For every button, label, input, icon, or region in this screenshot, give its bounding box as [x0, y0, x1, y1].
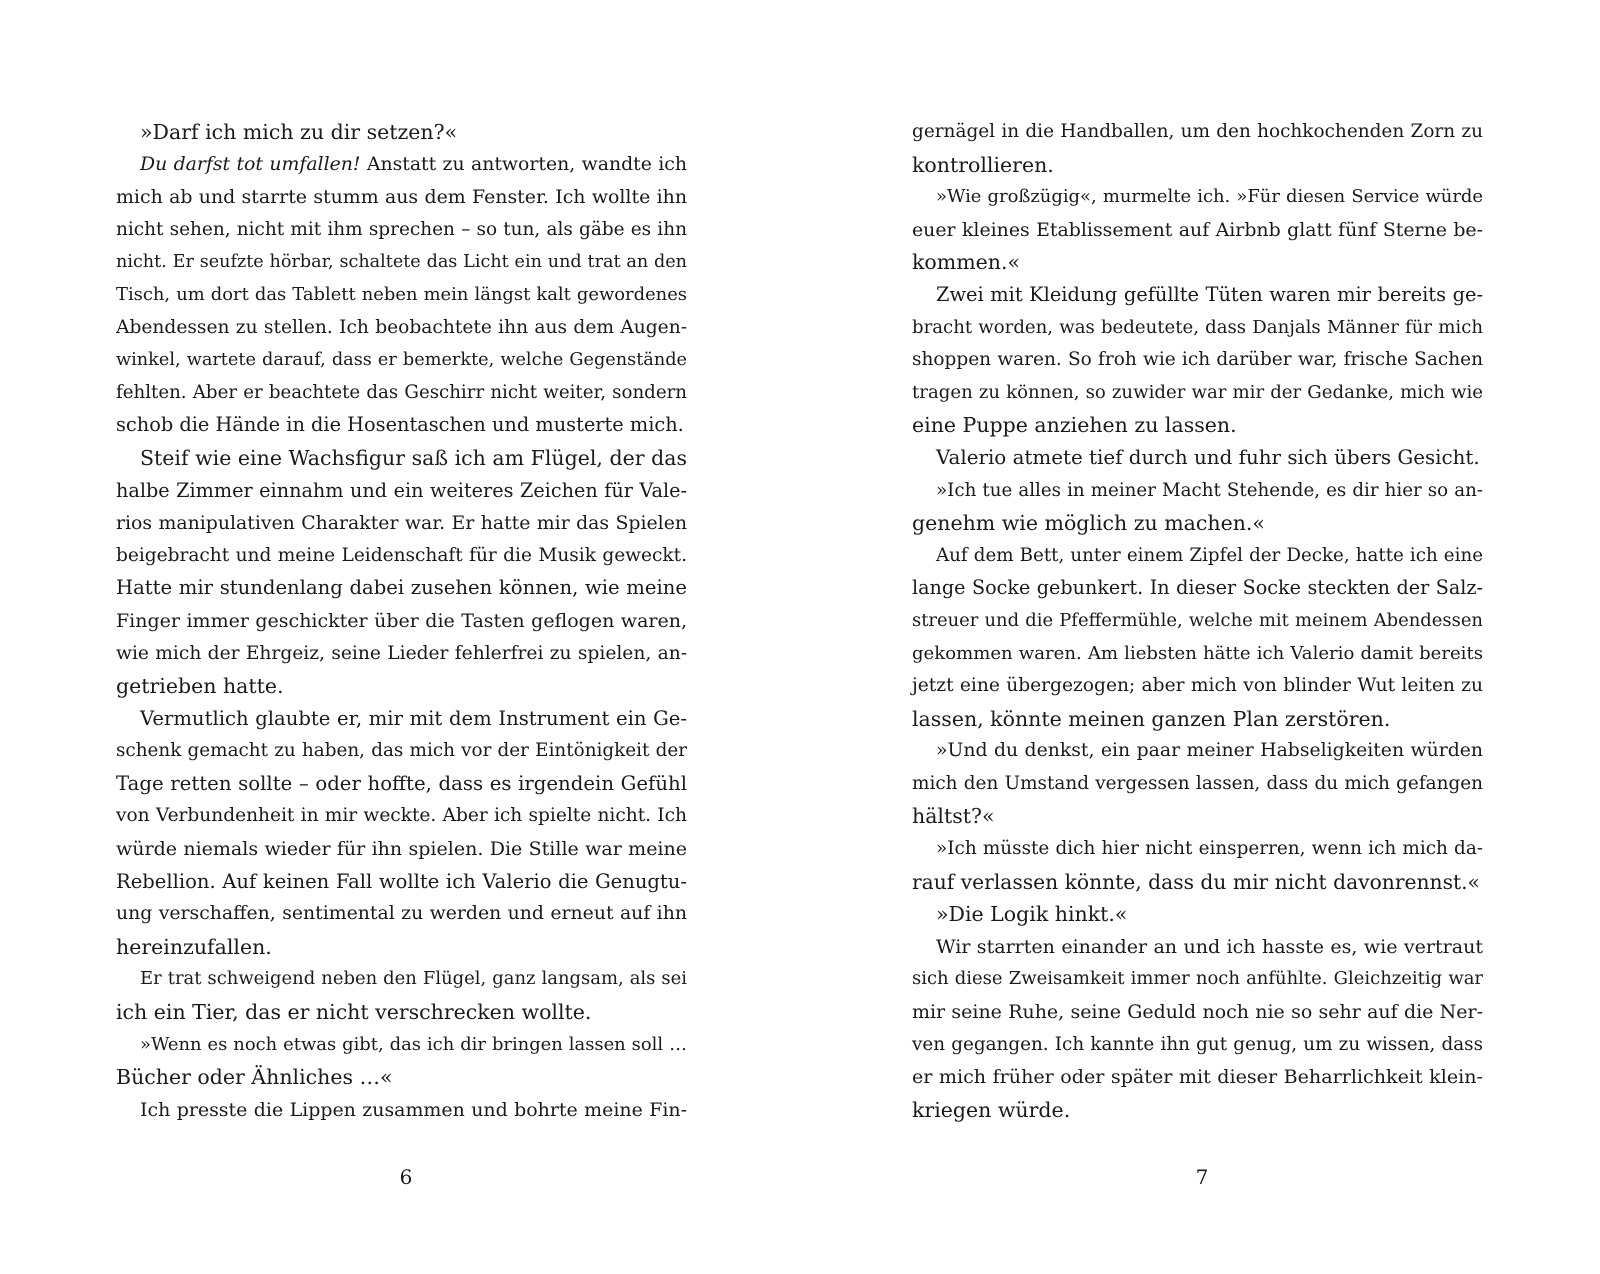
text-line: Tisch, um dort das Tablett neben mein längst kalt gewordenes	[116, 283, 687, 305]
text-line: lassen, könnte meinen ganzen Plan zerstören.	[912, 706, 1391, 731]
text-line: genehm wie möglich zu machen.«	[912, 511, 1265, 536]
right-page-text	[912, 116, 1483, 1126]
text-line: fehlten. Aber er beachtete das Geschirr nicht weiter, sondern	[116, 381, 687, 403]
text-line: ung verschaffen, sentimental zu werden und erneut auf ihn	[116, 903, 687, 925]
text-line: Valerio atmete tief durch und fuhr sich übers Gesicht.	[936, 445, 1480, 469]
text-line: euer kleines Etablissement auf Airbnb glatt fünf Sterne be-	[912, 218, 1483, 241]
text-line: schob die Hände in die Hosentaschen und musterte mich.	[116, 413, 684, 437]
text-line: sich diese Zweisamkeit immer noch anfühlte. Gleichzeitig war	[912, 968, 1483, 990]
text-line: streuer und die Pfeffermühle, welche mit meinem Abendessen	[912, 609, 1483, 631]
right-page-number: 7	[1195, 1165, 1209, 1189]
text-line: kriegen würde.	[912, 1097, 1071, 1122]
left-page-number: 6	[399, 1165, 413, 1189]
text-line: eine Puppe anziehen zu lassen.	[912, 413, 1237, 438]
text-line: kommen.«	[912, 250, 1021, 275]
text-line	[116, 149, 687, 182]
text-line: nicht sehen, nicht mit ihm sprechen – so tun, als gäbe es ihn	[116, 218, 687, 240]
text-line: Finger immer geschickter über die Tasten geflogen waren,	[116, 609, 687, 632]
text-line: halbe Zimmer einnahm und ein weiteres Zeichen für Vale-	[116, 478, 687, 502]
text-line: Bücher oder Ähnliches …«	[116, 1065, 393, 1090]
text-line: getrieben hatte.	[116, 674, 284, 699]
text-line: mich den Umstand vergessen lassen, dass du mich gefangen	[912, 772, 1483, 794]
text-line: kontrollieren.	[912, 152, 1054, 177]
text-line: wie mich der Ehrgeiz, seine Lieder fehlerfrei zu spielen, an-	[116, 642, 687, 664]
text-line: er mich früher oder später mit dieser Beharrlichkeit klein-	[912, 1065, 1483, 1089]
text-line: lange Socke gebunkert. In dieser Socke steckten der Salz-	[912, 576, 1483, 600]
text-line: shoppen waren. So froh wie ich darüber war, frische Sachen	[912, 349, 1483, 371]
text-line: Tage retten sollte – oder hoffte, dass es irgendein Gefühl	[116, 771, 687, 795]
text-line: »Wie großzügig«, murmelte ich. »Für diesen Service würde	[936, 186, 1483, 208]
text-line: beigebracht und meine Leidenschaft für die Musik geweckt.	[116, 544, 687, 566]
text-line: Vermutlich glaubte er, mir mit dem Instrument ein Ge-	[140, 706, 687, 730]
text-line: ven gegangen. Ich kannte ihn gut genug, um zu wissen, dass	[912, 1033, 1483, 1055]
text-line: winkel, wartete darauf, dass er bemerkte, welche Gegenstände	[116, 350, 687, 371]
text-line: rios manipulativen Charakter war. Er hatte mir das Spielen	[116, 512, 687, 535]
text-line: Steif wie eine Wachsfigur saß ich am Flügel, der das	[140, 445, 687, 470]
line-text: Anstatt zu antworten, wandte ich	[360, 153, 687, 175]
text-line: ich ein Tier, das er nicht verschrecken wollte.	[116, 1000, 592, 1025]
text-line: von Verbundenheit in mir weckte. Aber ich spielte nicht. Ich	[116, 805, 687, 827]
text-line: rauf verlassen könnte, dass du mir nicht davonrennst.«	[912, 869, 1480, 894]
text-line: Rebellion. Auf keinen Fall wollte ich Valerio die Genugtu-	[116, 869, 687, 893]
text-line: tragen zu können, so zuwider war mir der Gedanke, mich wie	[912, 381, 1483, 403]
text-line: »Ich tue alles in meiner Macht Stehende, es dir hier so an-	[936, 479, 1483, 501]
text-line: jetzt eine übergezogen; aber mich von blinder Wut leiten zu	[912, 675, 1483, 697]
text-line: Zwei mit Kleidung gefüllte Tüten waren mir bereits ge-	[936, 282, 1483, 306]
text-line: Er trat schweigend neben den Flügel, ganz langsam, als sei	[140, 968, 687, 990]
text-line: gekommen waren. Am liebsten hätte ich Valerio damit bereits	[912, 642, 1483, 664]
text-line: Auf dem Bett, unter einem Zipfel der Decke, hatte ich eine	[936, 544, 1483, 566]
text-line: mir seine Ruhe, seine Geduld noch nie so sehr auf die Ner-	[912, 1001, 1483, 1024]
text-line: Wir starrten einander an und ich hasste es, wie vertraut	[936, 935, 1483, 958]
text-line: »Ich müsste dich hier nicht einsperren, wenn ich mich da-	[936, 838, 1483, 860]
text-line: Abendessen zu stellen. Ich beobachtete ihn aus dem Augen-	[116, 316, 687, 338]
text-line: würde niemals wieder für ihn spielen. Die Stille war meine	[116, 838, 687, 861]
left-page-text	[116, 116, 687, 1126]
text-line: hereinzufallen.	[116, 934, 272, 959]
text-line: »Darf ich mich zu dir setzen?«	[140, 120, 458, 144]
text-line: mich ab und starrte stumm aus dem Fenster. Ich wollte ihn	[116, 186, 687, 209]
text-line: nicht. Er seufzte hörbar, schaltete das Licht ein und trat an den	[116, 252, 687, 273]
text-line: »Die Logik hinkt.«	[936, 902, 1128, 927]
text-line: Hatte mir stundenlang dabei zusehen können, wie meine	[116, 576, 687, 600]
text-line: »Und du denkst, ein paar meiner Habseligkeiten würden	[936, 740, 1483, 762]
emphasis-text: Du darfst tot umfallen!	[140, 153, 361, 175]
text-line: »Wenn es noch etwas gibt, das ich dir bringen lassen soll …	[140, 1033, 687, 1055]
text-line: gernägel in die Handballen, um den hochkochenden Zorn zu	[912, 121, 1483, 142]
text-line: Ich presste die Lippen zusammen und bohrte meine Fin-	[140, 1098, 687, 1121]
text-line: schenk gemacht zu haben, das mich vor der Eintönigkeit der	[116, 740, 687, 762]
text-line: hältst?«	[912, 804, 995, 829]
text-line: bracht worden, was bedeutete, dass Danjals Männer für mich	[912, 316, 1483, 338]
